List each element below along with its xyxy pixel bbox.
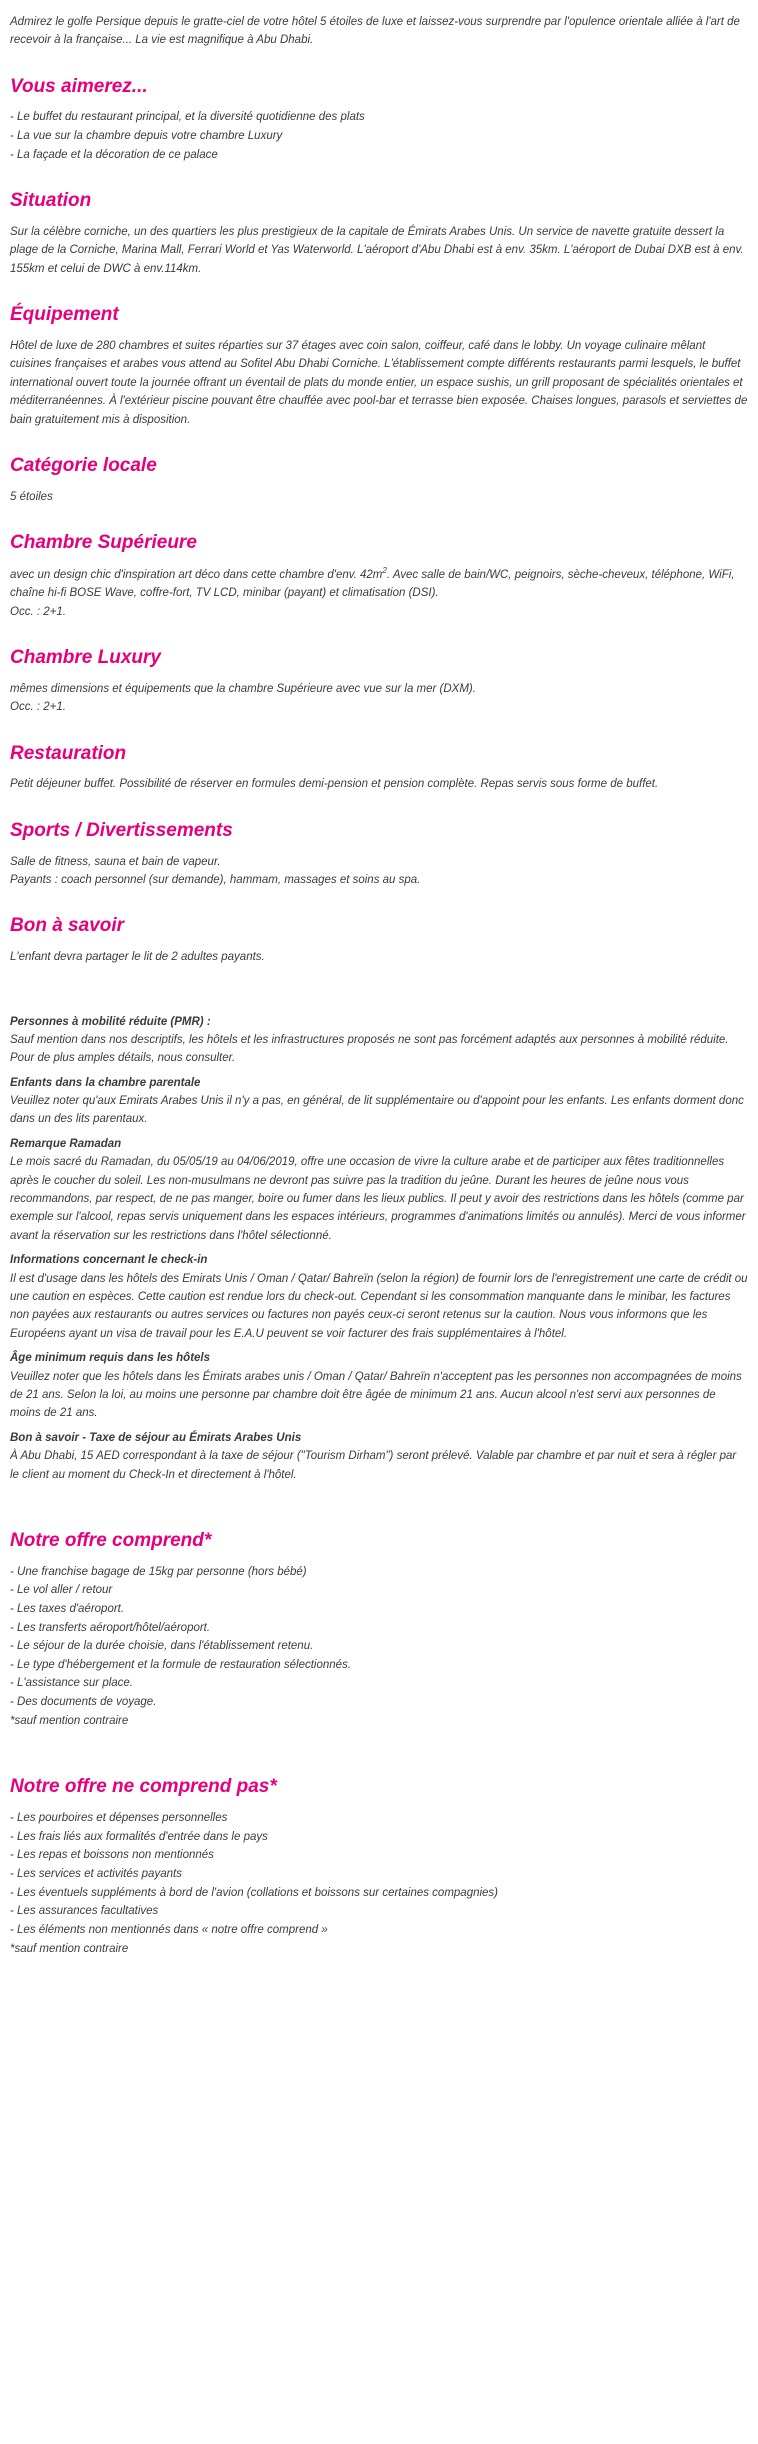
section-title-restauration: Restauration (10, 742, 127, 764)
section-title-sports-divertissements: Sports / Divertissements (10, 819, 233, 841)
superscript-area-unit: 2 (382, 566, 387, 575)
section-equipement (8, 304, 750, 429)
note-block (10, 1251, 748, 1343)
footnote: *sauf mention contraire (10, 1942, 129, 1955)
section-situation (8, 190, 750, 278)
section-vous-aimerez (8, 76, 750, 165)
section-chambre-luxury (8, 647, 750, 717)
section-title-vous-aimerez: Vous aimerez... (10, 75, 148, 97)
section-categorie-locale (8, 455, 750, 506)
intro-paragraph: Admirez le golfe Persique depuis le gratte-ciel de votre hôtel 5 étoiles de luxe et laissez-vous surprendre par l'opulence orientale alliée à l'art de recevoir à la française... La vie est magnifique à Abu Dhabi. (10, 16, 740, 46)
equipement-text: Hôtel de luxe de 280 chambres et suites réparties sur 37 étages avec coin salon, coiffeur, café dans le lobby. Un voyage culinaire mêlant cuisines françaises et arabes vous attend au Sofitel Abu Dhabi Corniche. L'établissement compte différents restaurants parmi lesquels, le buffet international ouvert toute la journée offrant un éventail de plats du monde entier, un espace sushis, un grill proposant de spécialités orientales et méditerranéennes. À l'extérieur piscine pouvant être chauffée avec pool-bar et terrasse bien exposée. Chaises longues, parasols et serviettes de bain gratuitement mis à disposition. (10, 340, 748, 426)
list-item: - Les services et activités payants (10, 1868, 182, 1880)
section-chambre-superieure (8, 532, 750, 621)
offre-ne-comprend-pas-bullets (8, 1809, 750, 1958)
section-title-chambre-superieure: Chambre Supérieure (10, 532, 197, 554)
section-bon-a-savoir (8, 915, 750, 966)
note-heading: Bon à savoir - Taxe de séjour au Émirats Arabes Unis (10, 1431, 302, 1444)
list-item: - L'assistance sur place. (10, 1677, 134, 1690)
note-body: À Abu Dhabi, 15 AED correspondant à la taxe de séjour ("Tourism Dirham") seront prélevé. Valable par chambre et par nuit et sera à régler par le client au moment du Check-In et directement à l'hôtel. (10, 1450, 737, 1481)
section-title-chambre-luxury: Chambre Luxury (10, 647, 161, 668)
offre-comprend-bullets (8, 1563, 750, 1731)
note-block (10, 1429, 748, 1484)
list-item: - Le séjour de la durée choisie, dans l'établissement retenu. (10, 1640, 314, 1653)
note-heading: Âge minimum requis dans les hôtels (10, 1352, 211, 1365)
section-title-equipement: Équipement (10, 304, 119, 326)
notes-list (8, 1013, 750, 1484)
chambre-superieure-text-a: avec un design chic d'inspiration art déco dans cette chambre d'env. 42m (10, 568, 383, 581)
section-restauration (8, 743, 750, 794)
chambre-superieure-occupancy: Occ. : 2+1. (10, 605, 66, 618)
section-sports-divertissements (8, 820, 750, 890)
section-offre-ne-comprend-pas (8, 1776, 750, 1958)
list-item: - Des documents de voyage. (10, 1696, 157, 1709)
section-title-offre-comprend: Notre offre comprend* (10, 1529, 212, 1551)
sports-text-line1: Salle de fitness, sauna et bain de vapeur. (10, 855, 221, 868)
list-item: - Les éventuels suppléments à bord de l'avion (collations et boissons sur certaines compagnies) (10, 1886, 499, 1899)
spacer (8, 1510, 750, 1530)
note-heading: Informations concernant le check-in (10, 1254, 208, 1267)
list-item: - Les éléments non mentionnés dans « notre offre comprend » (10, 1923, 328, 1936)
section-title-categorie-locale: Catégorie locale (10, 455, 157, 477)
note-block (10, 1135, 748, 1245)
situation-text: Sur la célèbre corniche, un des quartiers les plus prestigieux de la capitale de Émirats Arabes Unis. Un service de navette gratuite dessert la plage de la Corniche, Marina Mall, Ferrari World et Yas Waterworld. L'aéroport d'Abu Dhabi est à env. 35km. L'aéroport de Dubai DXB est à env. 155km et celui de DWC à env.114km. (10, 226, 744, 275)
section-title-offre-ne-comprend-pas: Notre offre ne comprend pas* (10, 1776, 277, 1798)
note-body: Veuillez noter qu'aux Emirats Arabes Unis il n'y a pas, en général, de lit supplémentaire ou d'appoint pour les enfants. Les enfants dorment donc dans un des lits parentaux. (10, 1095, 744, 1126)
spacer (8, 993, 750, 1013)
list-item: - Les pourboires et dépenses personnelles (10, 1812, 228, 1825)
chambre-superieure-text (8, 565, 750, 603)
note-heading: Remarque Ramadan (10, 1137, 122, 1150)
list-item: - La vue sur la chambre depuis votre chambre Luxury (10, 130, 283, 143)
section-title-bon-a-savoir: Bon à savoir (10, 915, 125, 937)
vous-aimerez-bullets (8, 108, 750, 164)
note-body: Il est d'usage dans les hôtels des Emirats Unis / Oman / Qatar/ Bahreïn (selon la région) de fournir lors de l'enregistrement une carte de crédit ou une caution en espèces. Cette caution est rendue lors du check-out. Cependant si les consommation manquante dans le minibar, les factures non payées aux restaurants ou autres services ou factures non payés ceux-ci seront retenus sur la caution. Nous vous informons que les Européens ayant un visa de travail pour les E.A.U peuvent se voir facturer des frais supplémentaires à l'hôtel. (10, 1272, 748, 1340)
list-item: - Les transferts aéroport/hôtel/aéroport. (10, 1621, 211, 1634)
list-item: - Les frais liés aux formalités d'entrée dans le pays (10, 1830, 268, 1843)
chambre-luxury-text: mêmes dimensions et équipements que la chambre Supérieure avec vue sur la mer (DXM). (10, 682, 476, 695)
list-item: - Les assurances facultatives (10, 1905, 159, 1918)
note-heading: Enfants dans la chambre parentale (10, 1076, 201, 1089)
note-block (10, 1349, 748, 1423)
list-item: - Une franchise bagage de 15kg par personne (hors bébé) (10, 1565, 307, 1578)
sports-text-line2: Payants : coach personnel (sur demande), hammam, massages et soins au spa. (10, 873, 421, 886)
section-offre-comprend (8, 1530, 750, 1730)
categorie-locale-text: 5 étoiles (10, 490, 53, 503)
note-body: Sauf mention dans nos descriptifs, les hôtels et les infrastructures proposés ne sont pas forcément adaptés aux personnes à mobilité réduite. Pour de plus amples détails, nous consulter. (10, 1033, 729, 1065)
chambre-luxury-occupancy: Occ. : 2+1. (10, 701, 66, 714)
section-title-situation: Situation (10, 190, 92, 212)
bon-a-savoir-text: L'enfant devra partager le lit de 2 adultes payants. (10, 951, 265, 964)
note-block (10, 1074, 748, 1129)
list-item: - Les taxes d'aéroport. (10, 1602, 125, 1615)
chambre-superieure-text-b: . Avec salle de bain/WC, peignoirs, sèche-cheveux, téléphone, WiFi, chaîne hi-fi BOSE Wave, coffre-fort, TV LCD, minibar (payant) et climatisation (DSI). (10, 568, 735, 600)
note-body: Le mois sacré du Ramadan, du 05/05/19 au 04/06/2019, offre une occasion de vivre la culture arabe et de participer aux fêtes traditionnelles après le coucher du soleil. Les non-musulmans ne devront pas suivre pas la tradition du jeûne. Durant les heures de jeûne nous vous recommandons, par respect, de ne pas manger, boire ou fumer dans les lieux publics. Il peut y avoir des restrictions dans les hôtels (comme par exemple sur l'alcool, repas servis uniquement dans les espaces intérieurs, programmes d'animations limités ou annulés). Merci de vous informer avant la réservation sur les restrictions dans l'hôtel sélectionné. (10, 1156, 746, 1242)
list-item: - Le buffet du restaurant principal, et la diversité quotidienne des plats (10, 111, 365, 124)
spacer (8, 1756, 750, 1776)
restauration-text: Petit déjeuner buffet. Possibilité de réserver en formules demi-pension et pension complète. Repas servis sous forme de buffet. (10, 778, 659, 791)
footnote: *sauf mention contraire (10, 1714, 129, 1727)
note-block (10, 1013, 748, 1068)
note-heading: Personnes à mobilité réduite (PMR) : (10, 1015, 211, 1028)
list-item: - Les repas et boissons non mentionnés (10, 1849, 214, 1862)
list-item: - Le type d'hébergement et la formule de restauration sélectionnés. (10, 1658, 352, 1671)
list-item: - Le vol aller / retour (10, 1584, 113, 1597)
list-item: - La façade et la décoration de ce palace (10, 148, 218, 161)
note-body: Veuillez noter que les hôtels dans les Émirats arabes unis / Oman / Qatar/ Bahreïn n'acceptent pas les personnes non accompagnées de moins de 21 ans. Selon la loi, au moins une personne par chambre doit être âgée de minimum 21 ans. Aucun alcool n'est servi aux personnes de moins de 21 ans. (10, 1370, 742, 1420)
